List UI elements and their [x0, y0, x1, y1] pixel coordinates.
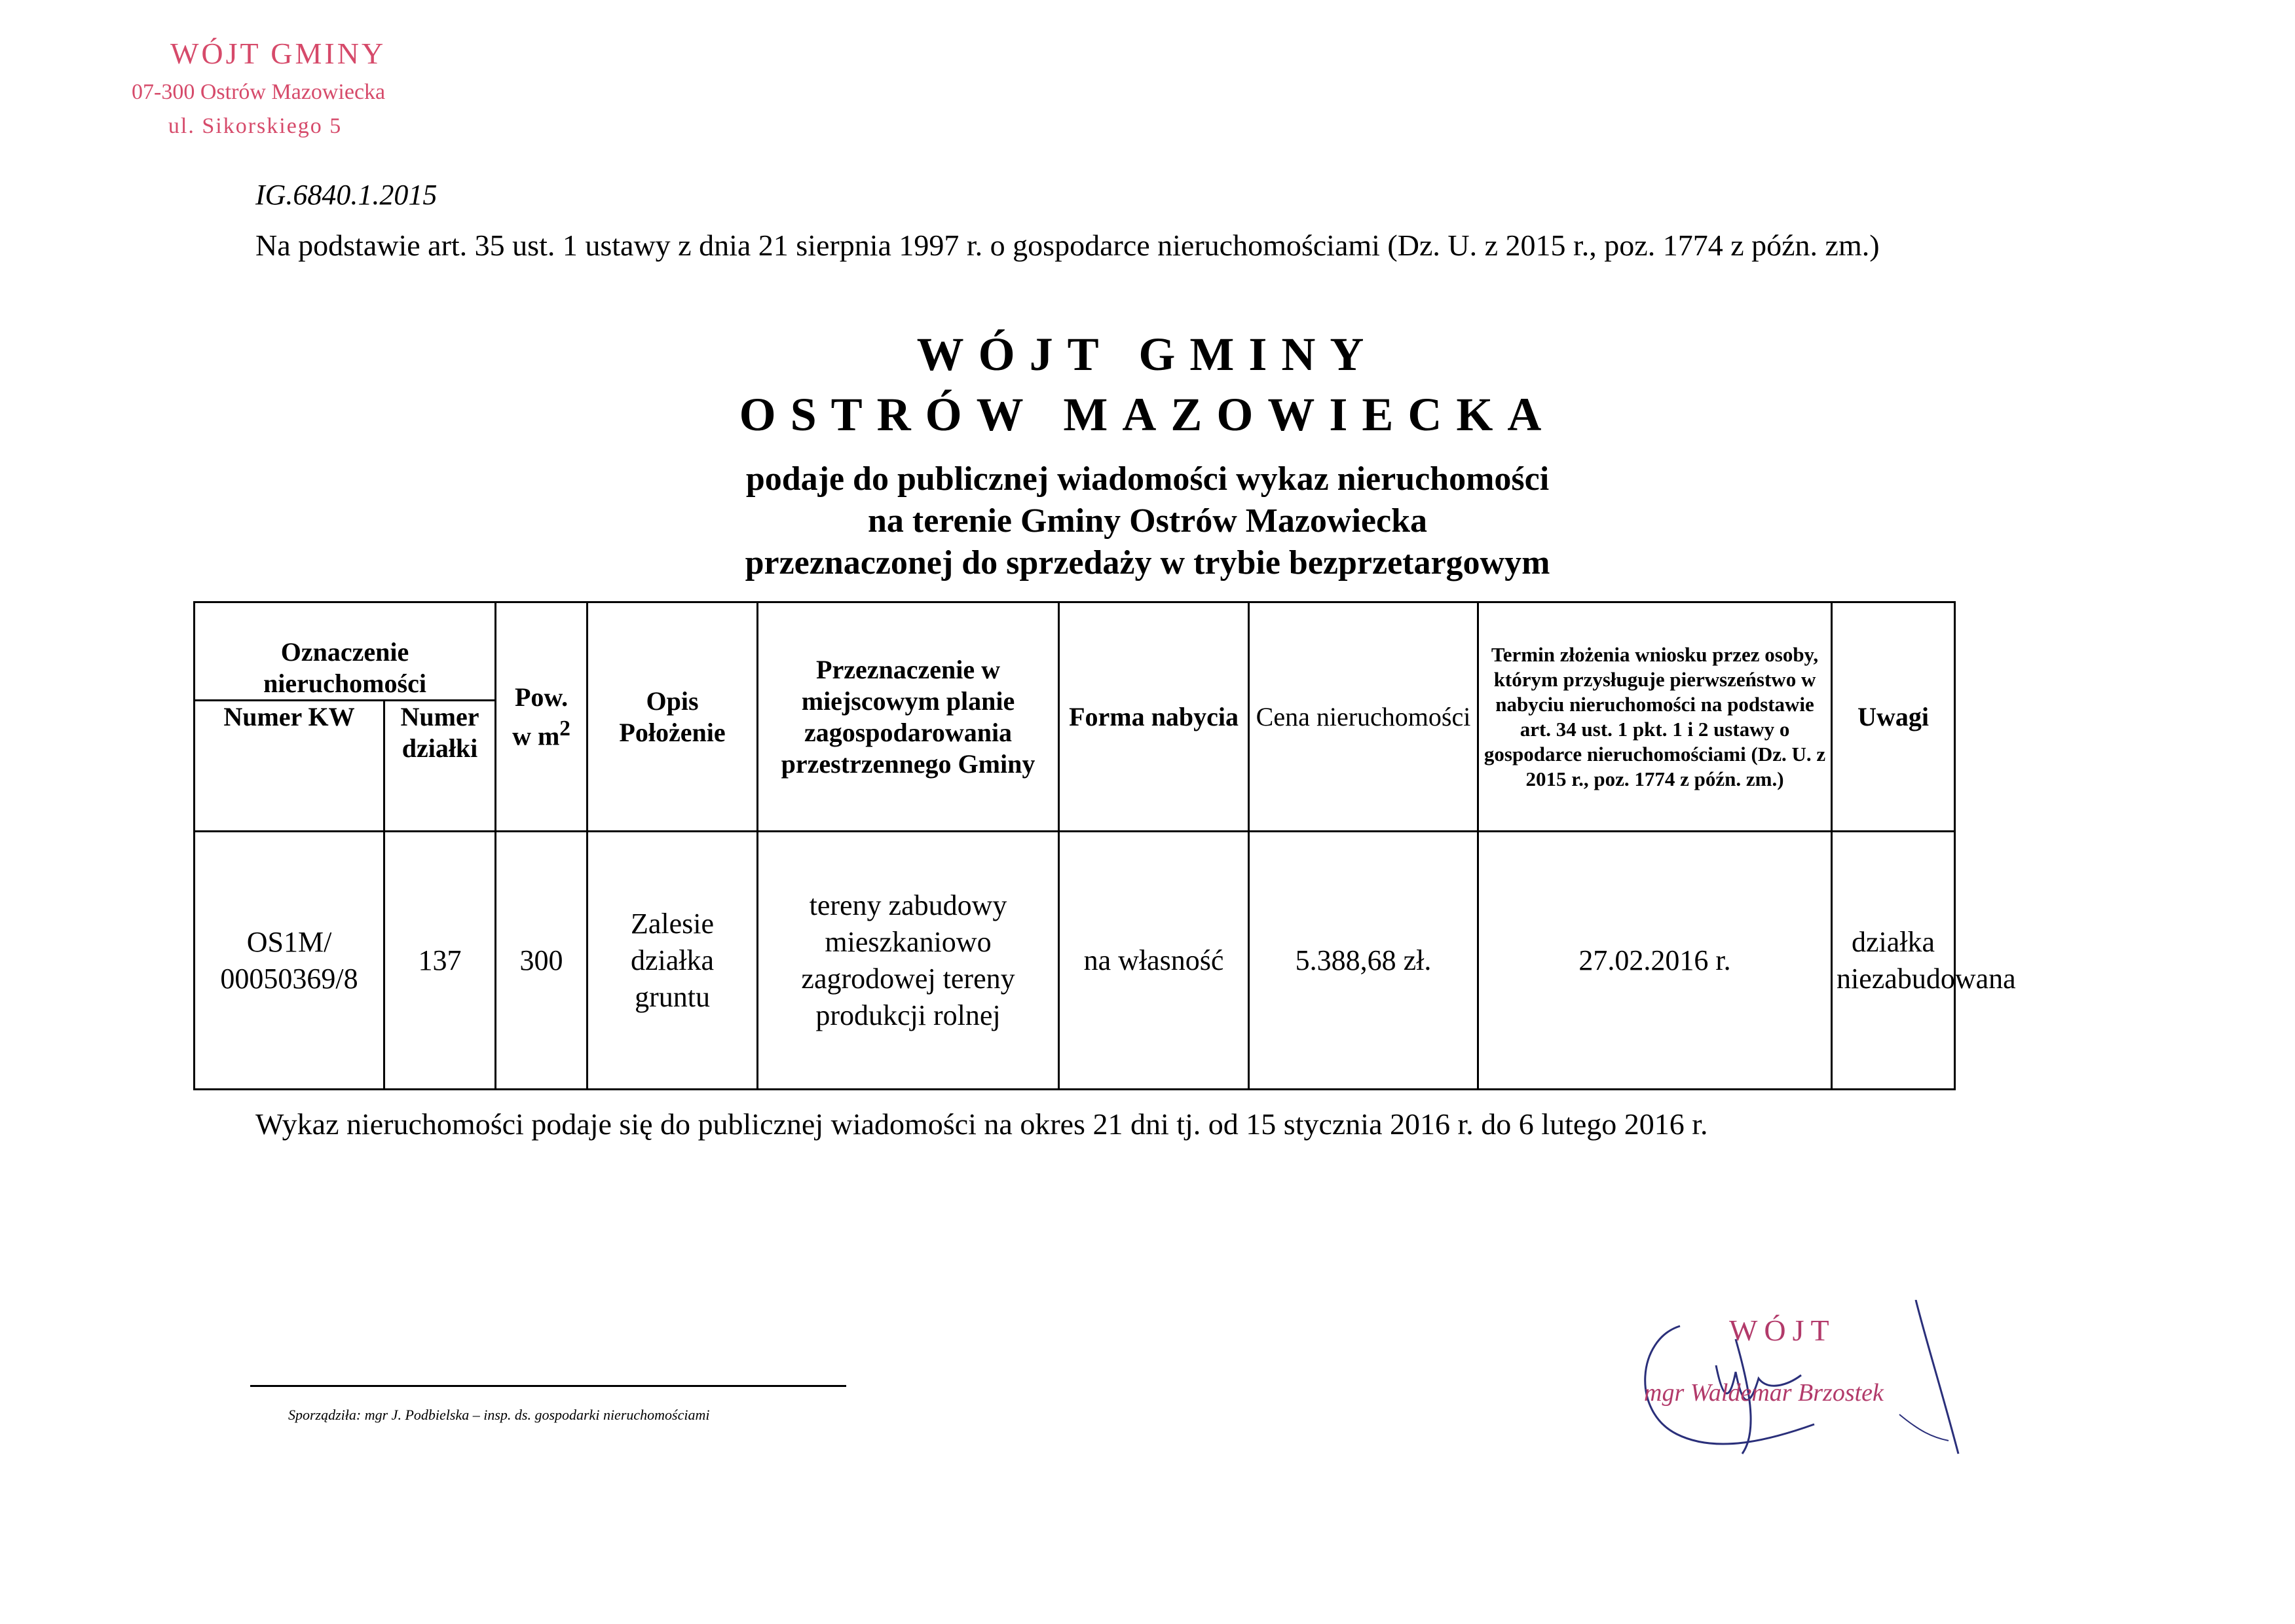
- legal-basis: Na podstawie art. 35 ust. 1 ustawy z dnia 21 sierpnia 1997 r. o gospodarce nieruchomościami (Dz. U. z 2015 r., poz. 1774 z późn. zm.): [255, 229, 1880, 262]
- cell-przeznaczenie: tereny zabudowy mieszkaniowo zagrodowej tereny produkcji rolnej: [758, 832, 1059, 1090]
- subheading: [0, 458, 2295, 584]
- header-przeznaczenie: Przeznaczenie w miejscowym planie zagospodarowania przestrzennego Gminy: [758, 602, 1059, 832]
- cell-cena: 5.388,68 zł.: [1249, 832, 1478, 1090]
- header-numer-dzialki: Numer działki: [384, 701, 496, 832]
- stamp-address-street: ul. Sikorskiego 5: [168, 114, 343, 138]
- cell-opis: Zalesie działka gruntu: [588, 832, 758, 1090]
- office-stamp: [131, 36, 386, 139]
- cell-forma: na własność: [1059, 832, 1249, 1090]
- property-table: [193, 601, 2016, 1090]
- cell-pow: 300: [496, 832, 588, 1090]
- header-termin: Termin złożenia wniosku przez osoby, którym przysługuje pierwszeństwo w nabyciu nieruchomości na podstawie art. 34 ust. 1 pkt. 1 i 2 ustawy o gospodarce nieruchomościami (Dz. U. z 2015 r., poz. 1774 z późn. zm.): [1478, 602, 1832, 832]
- stamp-title: WÓJT GMINY: [170, 37, 386, 70]
- stamp-address-city: 07-300 Ostrów Mazowiecka: [132, 80, 386, 104]
- subheading-line-2: na terenie Gminy Ostrów Mazowiecka: [868, 502, 1427, 540]
- cell-termin: 27.02.2016 r.: [1478, 832, 1832, 1090]
- publication-period-note: Wykaz nieruchomości podaje się do publicznej wiadomości na okres 21 dni tj. od 15 stycznia 2016 r. do 6 lutego 2016 r.: [255, 1107, 1708, 1141]
- header-uwagi: Uwagi: [1832, 602, 1955, 832]
- signature-title: WÓJT: [1729, 1314, 1836, 1347]
- header-cena: Cena nieruchomości: [1249, 602, 1478, 832]
- header-pow-line1: Pow.: [514, 682, 569, 712]
- heading-line-2: OSTRÓW MAZOWIECKA: [739, 388, 1556, 441]
- cell-numer-kw: OS1M/ 00050369/8: [195, 832, 384, 1090]
- signature-stamp: [1618, 1300, 1985, 1470]
- header-oznaczenie: Oznaczenie nieruchomości: [195, 602, 496, 701]
- subheading-line-1: podaje do publicznej wiadomości wykaz nieruchomości: [745, 460, 1550, 498]
- header-numer-kw: Numer KW: [195, 701, 384, 832]
- heading-line-1: WÓJT GMINY: [916, 328, 1379, 380]
- header-pow-line2: w m: [512, 721, 560, 751]
- header-pow: [496, 602, 588, 832]
- subheading-line-3: przeznaczonej do sprzedaży w trybie bezprzetargowym: [745, 544, 1550, 581]
- header-opis: Opis Położenie: [588, 602, 758, 832]
- cell-numer-dzialki: 137: [384, 832, 496, 1090]
- header-forma: Forma nabycia: [1059, 602, 1249, 832]
- signature-name: mgr Waldemar Brzostek: [1644, 1379, 1884, 1407]
- cell-uwagi: działka niezabudowana: [1832, 832, 1955, 1090]
- header-pow-sup: 2: [559, 716, 570, 741]
- divider-line: [250, 1385, 846, 1387]
- document-reference: IG.6840.1.2015: [255, 179, 438, 211]
- prepared-by: Sporządziła: mgr J. Podbielska – insp. ds. gospodarki nieruchomościami: [288, 1407, 710, 1423]
